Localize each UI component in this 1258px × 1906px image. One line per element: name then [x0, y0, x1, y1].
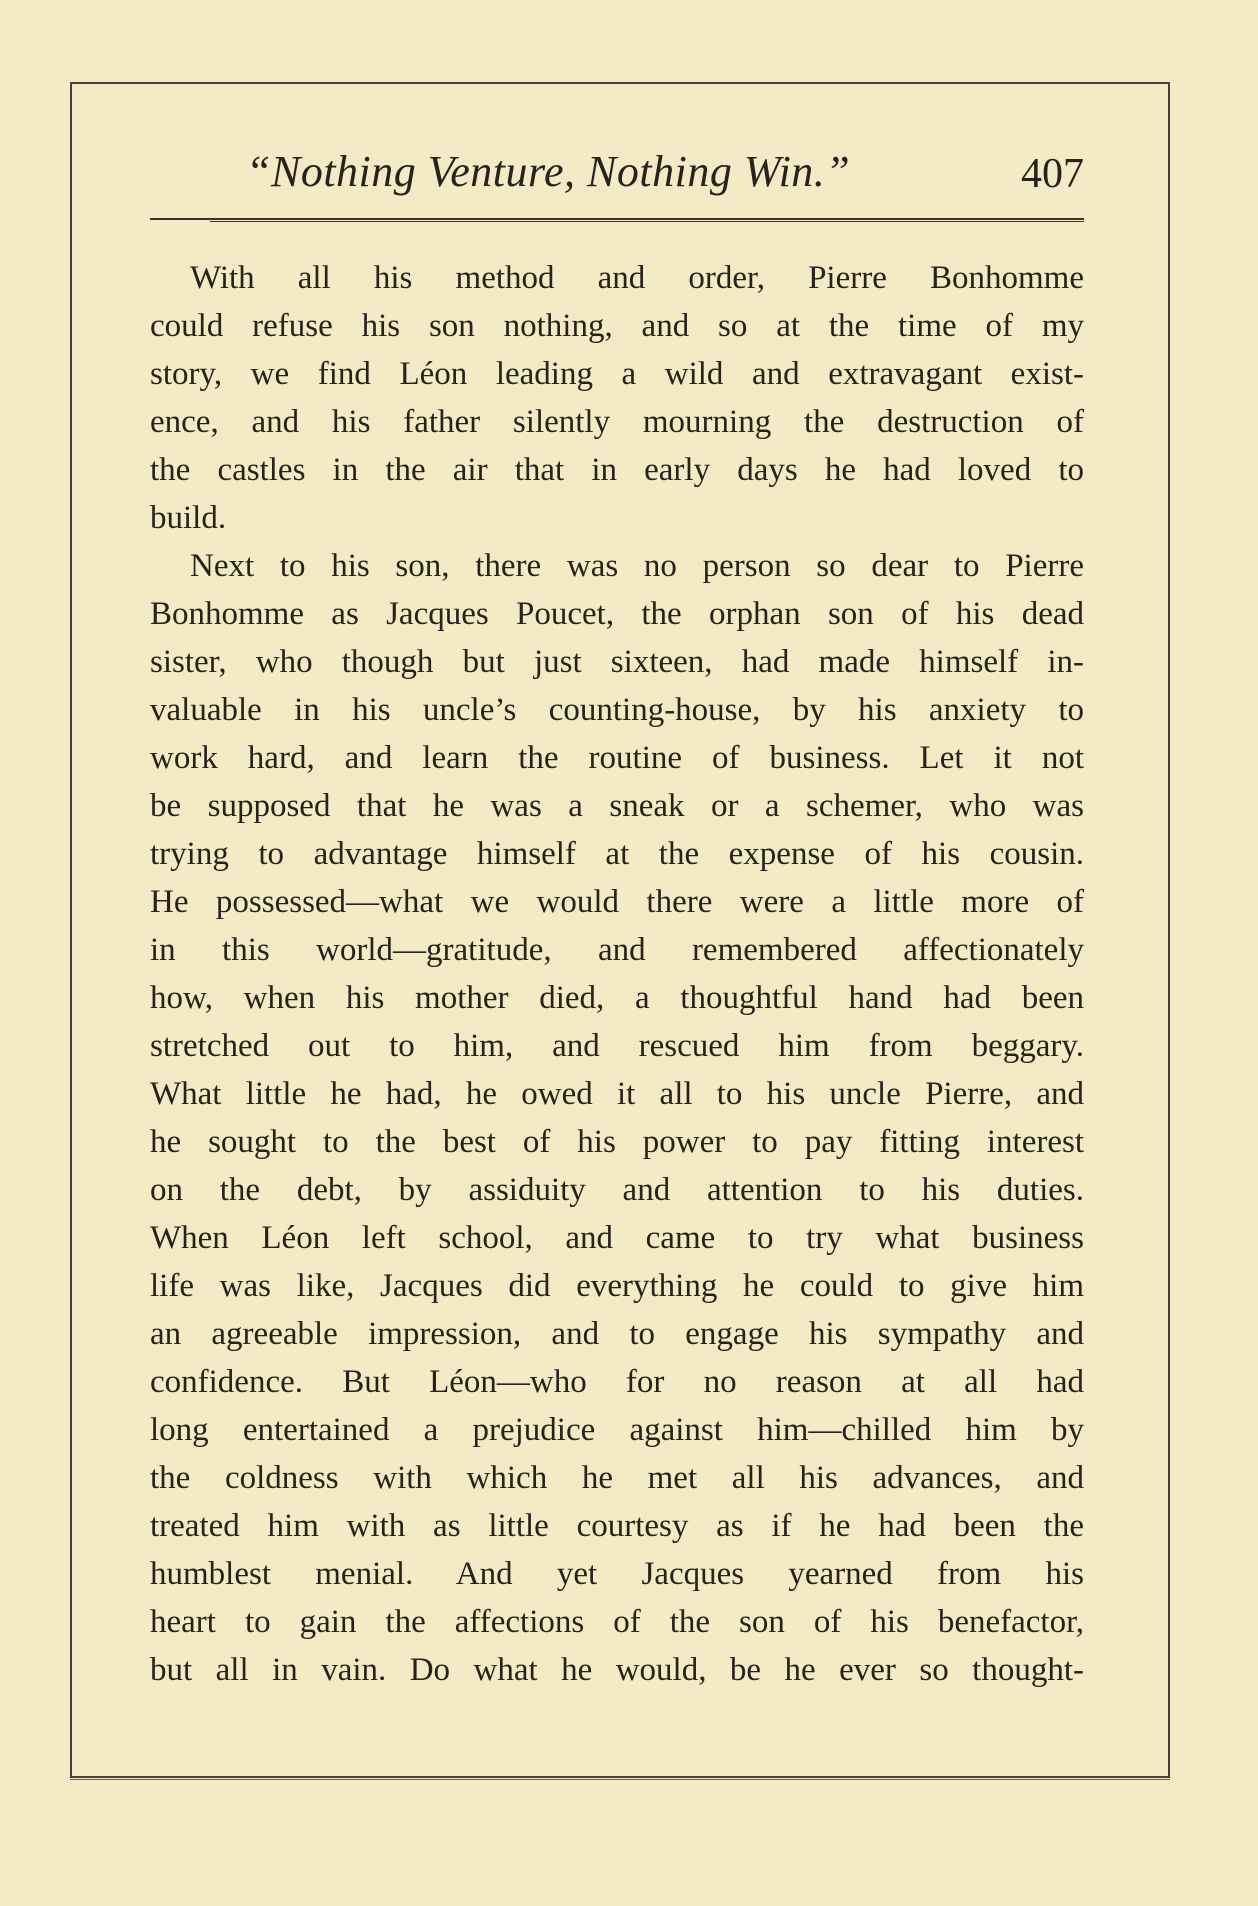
text-line: long entertained a prejudice against him—chilled him by	[150, 1412, 1084, 1448]
text-line: on the debt, by assiduity and attention to his duties.	[150, 1172, 1084, 1208]
text-line: When Léon left school, and came to try what business	[150, 1220, 1084, 1256]
page-header	[150, 146, 1084, 206]
text-line: the castles in the air that in early days he had loved to	[150, 452, 1084, 488]
header-rule	[150, 218, 1084, 220]
running-title: “Nothing Venture, Nothing Win.”	[246, 147, 851, 196]
body-text	[150, 254, 1084, 1694]
text-line: but all in vain. Do what he would, be he ever so thought-	[150, 1652, 1084, 1688]
page-border-bottom-inner	[70, 1779, 1170, 1780]
text-line: could refuse his son nothing, and so at the time of my	[150, 308, 1084, 344]
page-number: 407	[1021, 151, 1084, 197]
text-line: What little he had, he owed it all to his uncle Pierre, and	[150, 1076, 1084, 1112]
text-line: in this world—gratitude, and remembered affectionately	[150, 932, 1084, 968]
text-line: stretched out to him, and rescued him from beggary.	[150, 1028, 1084, 1064]
text-line: the coldness with which he met all his advances, and	[150, 1460, 1084, 1496]
text-line: an agreeable impression, and to engage his sympathy and	[150, 1316, 1084, 1352]
text-line: He possessed—what we would there were a little more of	[150, 884, 1084, 920]
text-line: valuable in his uncle’s counting-house, by his anxiety to	[150, 692, 1084, 728]
text-line: trying to advantage himself at the expense of his cousin.	[150, 836, 1084, 872]
text-line: confidence. But Léon—who for no reason at all had	[150, 1364, 1084, 1400]
text-line: how, when his mother died, a thoughtful hand had been	[150, 980, 1084, 1016]
text-line: ence, and his father silently mourning the destruction of	[150, 404, 1084, 440]
text-line: he sought to the best of his power to pay fitting interest	[150, 1124, 1084, 1160]
text-line: heart to gain the affections of the son of his benefactor,	[150, 1604, 1084, 1640]
text-line: humblest menial. And yet Jacques yearned from his	[150, 1556, 1084, 1592]
text-line: With all his method and order, Pierre Bonhomme	[190, 260, 1084, 296]
text-line: sister, who though but just sixteen, had made himself in-	[150, 644, 1084, 680]
text-line: Bonhomme as Jacques Poucet, the orphan son of his dead	[150, 596, 1084, 632]
text-line: treated him with as little courtesy as if he had been the	[150, 1508, 1084, 1544]
text-line: Next to his son, there was no person so dear to Pierre	[190, 548, 1084, 584]
text-line: build.	[150, 500, 227, 536]
text-line: life was like, Jacques did everything he could to give him	[150, 1268, 1084, 1304]
page-border-bottom	[70, 1776, 1170, 1778]
text-line: be supposed that he was a sneak or a schemer, who was	[150, 788, 1084, 824]
text-line: work hard, and learn the routine of business. Let it not	[150, 740, 1084, 776]
header-rule-inner	[210, 221, 1084, 222]
text-line: story, we find Léon leading a wild and extravagant exist-	[150, 356, 1084, 392]
